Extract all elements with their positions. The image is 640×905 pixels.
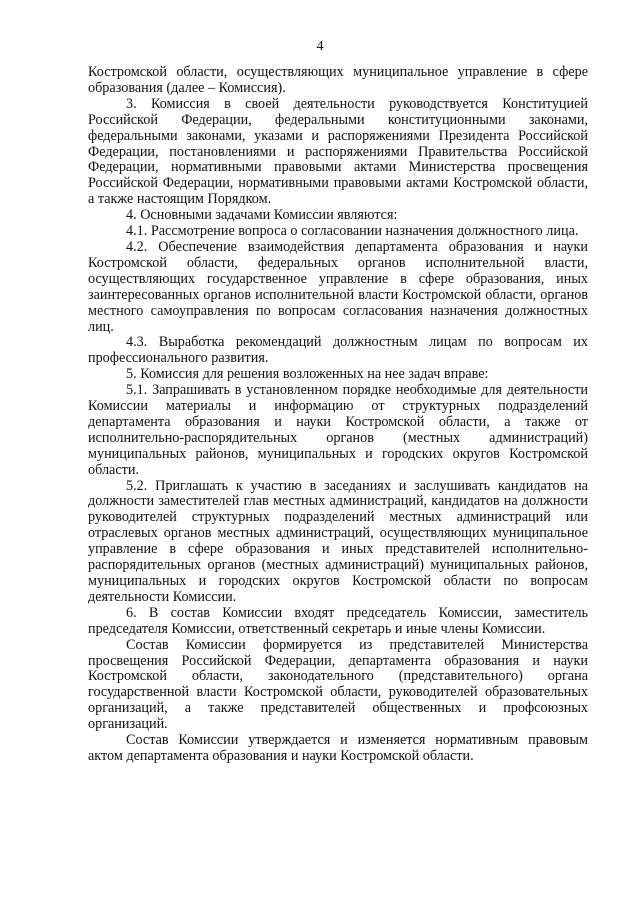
paragraph-composition-formation: Состав Комиссии формируется из представителей Министерства просвещения Российской Федерации, департамента образования и науки Костромской области, законодательного (представительного) органа государственной власти Костромской области, руководителей образовательных организаций, а также представителей общественных и профсоюзных организаций. <box>88 636 588 733</box>
paragraph-commission-definition-continued: Костромской области, осуществляющих муниципальное управление в сфере образования (далее – Комиссия). <box>88 64 588 96</box>
paragraph-5-2: 5.2. Приглашать к участию в заседаниях и заслушивать кандидатов на должности заместителей глав местных администраций, кандидатов на должности руководителей структурных подразделений местных администраций или отраслевых органов местных администраций, осуществляющих муниципальное управление в сфере образования и иных представителей исполнительно-распорядительных органов (местных администраций) муниципальных районов, муниципальных и городских округов Костромской области по вопросам деятельности Комиссии. <box>88 477 588 605</box>
document-body <box>88 65 588 765</box>
paragraph-5-1: 5.1. Запрашивать в установленном порядке необходимые для деятельности Комиссии материалы и информацию от структурных подразделений департамента образования и науки Костромской области, а также от исполнительно-распорядительных органов (местных администраций) муниципальных районов, муниципальных и городских округов Костромской области. <box>88 382 588 478</box>
paragraph-3-legal-basis: 3. Комиссия в своей деятельности руководствуется Конституцией Российской Федерации, федеральными конституционными законами, федеральными законами, указами и распоряжениями Президента Российской Федерации, постановлениями и распоряжениями Правительства Российской Федерации, нормативными правовыми актами Министерства просвещения Российской Федерации, нормативными правовыми актами Костромской области, а также настоящим Порядком. <box>88 95 588 208</box>
paragraph-composition-approval: Состав Комиссии утверждается и изменяется нормативным правовым актом департамента образования и науки Костромской области. <box>88 732 588 764</box>
paragraph-4-3: 4.3. Выработка рекомендаций должностным лицам по вопросам их профессионального развития. <box>88 334 588 367</box>
paragraph-4-main-tasks: 4. Основными задачами Комиссии являются: <box>126 207 398 224</box>
paragraph-4-1: 4.1. Рассмотрение вопроса о согласовании назначения должностного лица. <box>126 223 579 240</box>
paragraph-4-2: 4.2. Обеспечение взаимодействия департамента образования и науки Костромской области, федеральных органов исполнительной власти, осуществляющих государственное управление в сфере образования, иных заинтересованных органов исполнительной власти Костромской области, органов местного самоуправления по вопросам согласования назначения должностных лиц. <box>88 238 588 335</box>
page-number: 4 <box>316 39 324 54</box>
paragraph-6-composition: 6. В состав Комиссии входят председатель Комиссии, заместитель председателя Комиссии, ответственный секретарь и иные члены Комиссии. <box>88 604 588 637</box>
paragraph-5-rights: 5. Комиссия для решения возложенных на нее задач вправе: <box>126 366 489 383</box>
